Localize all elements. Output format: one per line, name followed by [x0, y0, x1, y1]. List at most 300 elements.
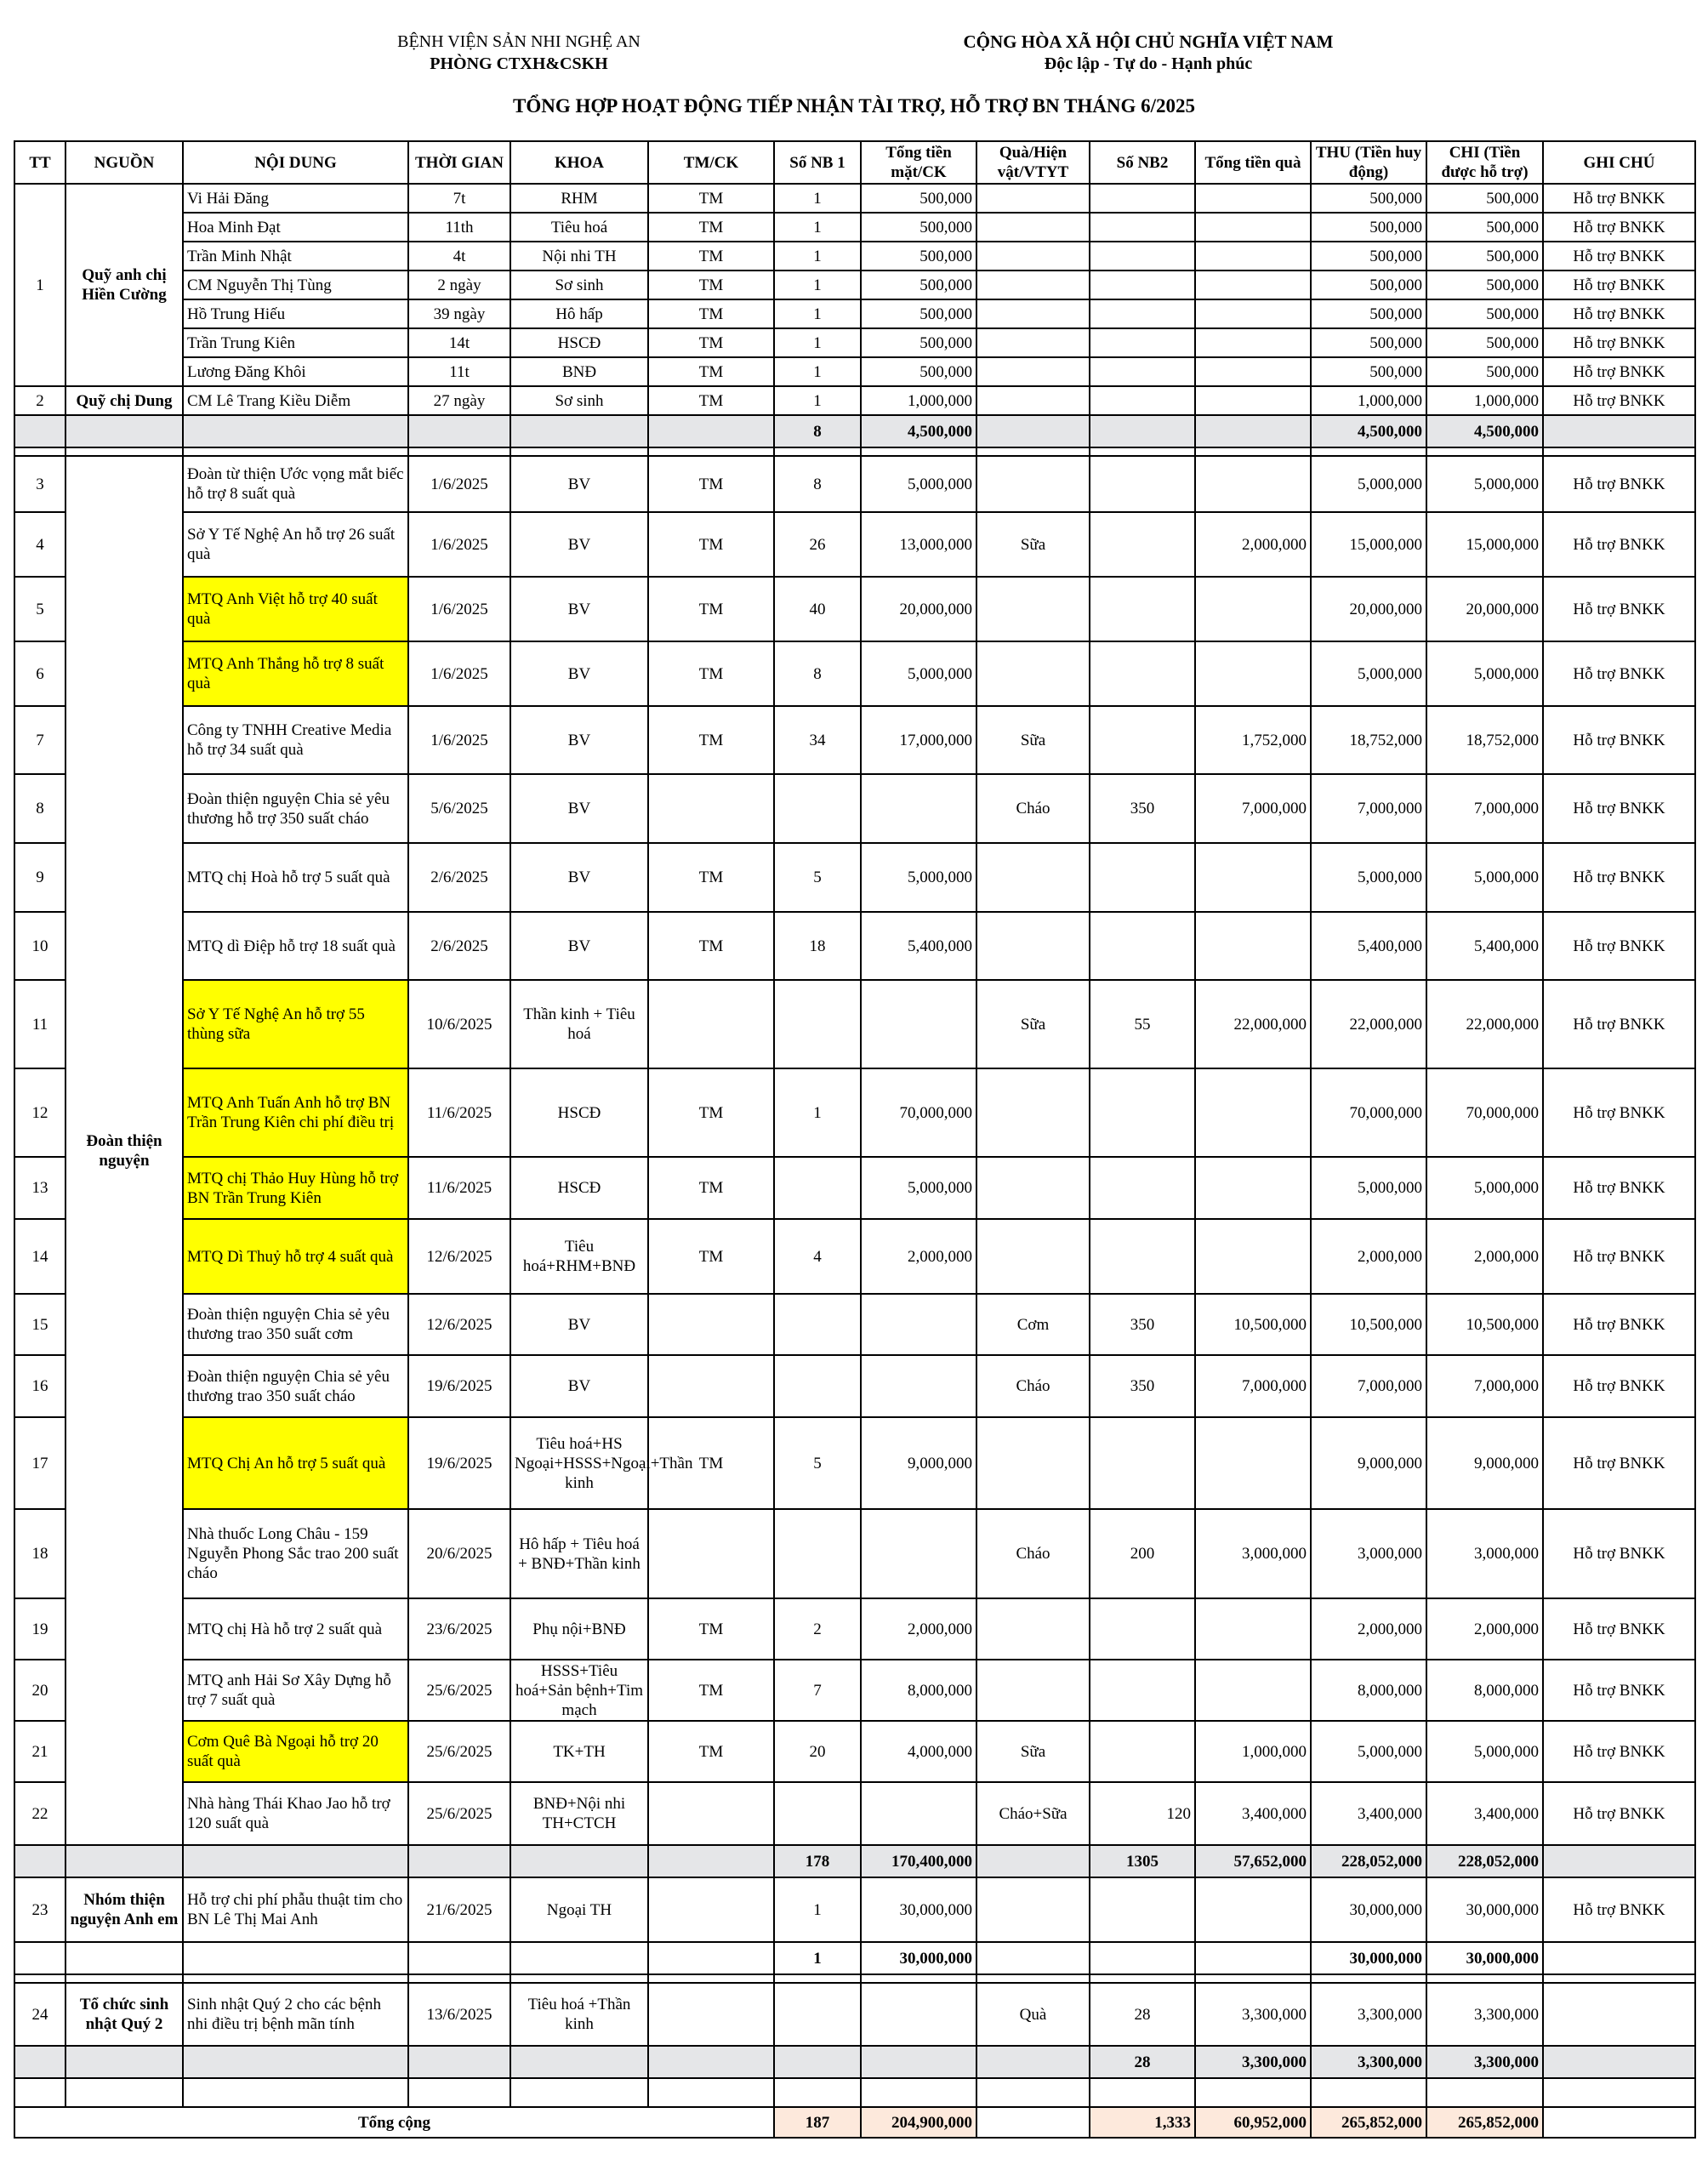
department-cell: HSCĐ [510, 328, 648, 357]
gift-value-cell: 7,000,000 [1195, 774, 1311, 843]
income-cell: 500,000 [1311, 357, 1426, 386]
department-cell: BNĐ [510, 357, 648, 386]
subtotal-expense: 30,000,000 [1426, 1942, 1543, 1974]
spacer-cell [183, 1974, 408, 1983]
patients2-cell [1090, 706, 1195, 774]
content-cell: Hỗ trợ chi phí phẫu thuật tim cho BN Lê Thị Mai Anh [183, 1877, 408, 1942]
content-cell: Nhà thuốc Long Châu - 159 Nguyễn Phong Sắc trao 200 suất cháo [183, 1509, 408, 1598]
subtotal-patients2: 28 [1090, 2046, 1195, 2078]
expense-cell: 500,000 [1426, 357, 1543, 386]
spacer-cell [510, 1974, 648, 1983]
expense-cell: 3,000,000 [1426, 1509, 1543, 1598]
income-cell: 20,000,000 [1311, 577, 1426, 641]
payment-type-cell [648, 1294, 774, 1355]
expense-cell: 3,300,000 [1426, 1983, 1543, 2046]
patients1-cell: 5 [774, 843, 861, 912]
payment-type-cell: TM [648, 213, 774, 242]
row-number: 4 [14, 512, 65, 577]
patients2-cell [1090, 1417, 1195, 1509]
patients2-cell [1090, 242, 1195, 271]
row-number: 22 [14, 1782, 65, 1845]
income-cell: 3,400,000 [1311, 1782, 1426, 1845]
patients1-cell: 4 [774, 1219, 861, 1294]
payment-type-cell: TM [648, 512, 774, 577]
subtotal-income: 4,500,000 [1311, 415, 1426, 447]
row-number: 21 [14, 1721, 65, 1782]
table-row [14, 271, 1695, 299]
gift-value-cell [1195, 843, 1311, 912]
spacer-cell [1311, 1974, 1426, 1983]
payment-type-cell [648, 1877, 774, 1942]
content-cell: MTQ Anh Việt hỗ trợ 40 suất quà [183, 577, 408, 641]
patients2-cell [1090, 386, 1195, 415]
gift-value-cell [1195, 299, 1311, 328]
row-number: 8 [14, 774, 65, 843]
cash-cell: 2,000,000 [861, 1598, 976, 1660]
column-header: Tổng tiền mặt/CK [861, 141, 976, 184]
subtotal-patients2 [1090, 415, 1195, 447]
column-header: TM/CK [648, 141, 774, 184]
patients1-cell [774, 980, 861, 1068]
subtotal-empty-cell [408, 415, 510, 447]
expense-cell: 500,000 [1426, 242, 1543, 271]
gift-value-cell [1195, 641, 1311, 706]
department-cell: Tiêu hoá +Thần kinh [510, 1983, 648, 2046]
patients2-cell: 55 [1090, 980, 1195, 1068]
department-cell: BV [510, 1355, 648, 1417]
content-cell: Trần Trung Kiên [183, 328, 408, 357]
table-row [14, 1660, 1695, 1721]
gift-value-cell: 3,300,000 [1195, 1983, 1311, 2046]
payment-type-cell: TM [648, 1219, 774, 1294]
note-cell: Hỗ trợ BNKK [1543, 1782, 1695, 1845]
subtotal-patients1: 8 [774, 415, 861, 447]
subtotal-patients1: 1 [774, 1942, 861, 1974]
subtotal-empty-cell [65, 415, 183, 447]
income-cell: 7,000,000 [1311, 774, 1426, 843]
table-row [14, 2078, 1695, 2107]
document-title: TỔNG HỢP HOẠT ĐỘNG TIẾP NHẬN TÀI TRỢ, HỖ TRỢ BN THÁNG 6/2025 [513, 95, 1195, 117]
source-cell: Quỹ chị Dung [65, 386, 183, 415]
content-cell: Sinh nhật Quý 2 cho các bệnh nhi điều trị bệnh mãn tính [183, 1983, 408, 2046]
row-number: 14 [14, 1219, 65, 1294]
time-cell: 12/6/2025 [408, 1294, 510, 1355]
note-cell: Hỗ trợ BNKK [1543, 577, 1695, 641]
column-header: Quà/Hiện vật/VTYT [976, 141, 1090, 184]
subtotal-cash: 4,500,000 [861, 415, 976, 447]
time-cell: 11/6/2025 [408, 1157, 510, 1219]
expense-cell: 7,000,000 [1426, 1355, 1543, 1417]
expense-cell: 70,000,000 [1426, 1068, 1543, 1157]
time-cell: 14t [408, 328, 510, 357]
department-cell: HSSS+Tiêu hoá+Sản bệnh+Tim mạch [510, 1660, 648, 1721]
income-cell: 30,000,000 [1311, 1877, 1426, 1942]
income-cell: 22,000,000 [1311, 980, 1426, 1068]
gift-value-cell [1195, 1598, 1311, 1660]
table-row [14, 1974, 1695, 1983]
payment-type-cell: TM [648, 577, 774, 641]
content-cell: Đoàn thiện nguyện Chia sẻ yêu thương trao 350 suất cơm [183, 1294, 408, 1355]
column-header: NỘI DUNG [183, 141, 408, 184]
content-cell: MTQ Dì Thuỷ hỗ trợ 4 suất quà [183, 1219, 408, 1294]
subtotal-empty-cell [14, 1845, 65, 1877]
gift-value-cell: 3,000,000 [1195, 1509, 1311, 1598]
patients1-cell [774, 774, 861, 843]
content-cell: Nhà hàng Thái Khao Jao hỗ trợ 120 suất quà [183, 1782, 408, 1845]
expense-cell: 2,000,000 [1426, 1598, 1543, 1660]
column-header: THỜI GIAN [408, 141, 510, 184]
content-cell: MTQ chị Hoà hỗ trợ 5 suất quà [183, 843, 408, 912]
spacer-cell [861, 447, 976, 456]
cash-cell: 500,000 [861, 357, 976, 386]
subtotal-patients1: 178 [774, 1845, 861, 1877]
subtotal-empty-cell [510, 1942, 648, 1974]
patients2-cell: 120 [1090, 1782, 1195, 1845]
payment-type-cell: TM [648, 1417, 774, 1509]
time-cell: 4t [408, 242, 510, 271]
patients2-cell [1090, 912, 1195, 980]
patients1-cell: 1 [774, 299, 861, 328]
row-number: 16 [14, 1355, 65, 1417]
spacer-cell [408, 447, 510, 456]
table-row [14, 1294, 1695, 1355]
spacer-cell [183, 2078, 408, 2107]
department-cell: BV [510, 1294, 648, 1355]
content-cell: CM Nguyễn Thị Tùng [183, 271, 408, 299]
spacer-cell [1426, 2078, 1543, 2107]
subtotal-empty-cell [183, 1942, 408, 1974]
department-cell: Hô hấp [510, 299, 648, 328]
spacer-cell [1195, 1974, 1311, 1983]
column-header: GHI CHÚ [1543, 141, 1695, 184]
patients2-cell [1090, 1721, 1195, 1782]
gift-cell [976, 1660, 1090, 1721]
payment-type-cell: TM [648, 357, 774, 386]
table-row [14, 912, 1695, 980]
subtotal-empty-cell [510, 1845, 648, 1877]
subtotal-cash: 170,400,000 [861, 1845, 976, 1877]
grand-total-income: 265,852,000 [1311, 2107, 1426, 2138]
spacer-cell [183, 447, 408, 456]
note-cell: Hỗ trợ BNKK [1543, 242, 1695, 271]
time-cell: 11t [408, 357, 510, 386]
gift-cell: Cháo [976, 1355, 1090, 1417]
department-cell: BV [510, 512, 648, 577]
cash-cell: 13,000,000 [861, 512, 976, 577]
patients2-cell [1090, 1660, 1195, 1721]
note-cell: Hỗ trợ BNKK [1543, 912, 1695, 980]
cash-cell: 30,000,000 [861, 1877, 976, 1942]
income-cell: 10,500,000 [1311, 1294, 1426, 1355]
column-header: NGUỒN [65, 141, 183, 184]
subtotal-empty-cell [648, 1845, 774, 1877]
spacer-cell [65, 447, 183, 456]
subtotal-income: 30,000,000 [1311, 1942, 1426, 1974]
spacer-cell [861, 2078, 976, 2107]
subtotal-empty-cell [183, 415, 408, 447]
subtotal-empty-cell [648, 2046, 774, 2078]
department-cell: HSCĐ [510, 1157, 648, 1219]
gift-value-cell [1195, 456, 1311, 512]
patients1-cell: 1 [774, 1877, 861, 1942]
patients2-cell [1090, 357, 1195, 386]
content-cell: MTQ Anh Tuấn Anh hỗ trợ BN Trần Trung Kiên chi phí điều trị [183, 1068, 408, 1157]
org-name: BỆNH VIỆN SẢN NHI NGHỆ AN [397, 32, 640, 51]
gift-value-cell [1195, 184, 1311, 213]
cash-cell: 17,000,000 [861, 706, 976, 774]
payment-type-cell [648, 1983, 774, 2046]
spacer-cell [65, 1974, 183, 1983]
cash-cell: 5,000,000 [861, 641, 976, 706]
income-cell: 8,000,000 [1311, 1660, 1426, 1721]
expense-cell: 3,400,000 [1426, 1782, 1543, 1845]
time-cell: 19/6/2025 [408, 1417, 510, 1509]
department-cell: Sơ sinh [510, 386, 648, 415]
time-cell: 5/6/2025 [408, 774, 510, 843]
patients1-cell: 20 [774, 1721, 861, 1782]
department-cell: RHM [510, 184, 648, 213]
subtotal-income: 228,052,000 [1311, 1845, 1426, 1877]
gift-cell [976, 1417, 1090, 1509]
content-cell: Trần Minh Nhật [183, 242, 408, 271]
source-cell: Tổ chức sinh nhật Quý 2 [65, 1983, 183, 2046]
gift-value-cell: 10,500,000 [1195, 1294, 1311, 1355]
gift-cell [976, 271, 1090, 299]
note-cell: Hỗ trợ BNKK [1543, 1219, 1695, 1294]
subtotal-expense: 3,300,000 [1426, 2046, 1543, 2078]
expense-cell: 500,000 [1426, 184, 1543, 213]
expense-cell: 7,000,000 [1426, 774, 1543, 843]
table-row [14, 1877, 1695, 1942]
income-cell: 500,000 [1311, 242, 1426, 271]
spacer-cell [976, 2078, 1090, 2107]
table-row [14, 242, 1695, 271]
subtotal-empty-cell [408, 1845, 510, 1877]
subtotal-gift-value: 3,300,000 [1195, 2046, 1311, 2078]
subtotal-gift-value: 57,652,000 [1195, 1845, 1311, 1877]
subtotal-empty-cell [65, 1845, 183, 1877]
row-number: 12 [14, 1068, 65, 1157]
payment-type-cell: TM [648, 242, 774, 271]
content-cell: Sở Y Tế Nghệ An hỗ trợ 26 suất quà [183, 512, 408, 577]
gift-cell: Sữa [976, 980, 1090, 1068]
time-cell: 19/6/2025 [408, 1355, 510, 1417]
expense-cell: 5,000,000 [1426, 1157, 1543, 1219]
patients1-cell: 1 [774, 242, 861, 271]
spacer-cell [65, 2078, 183, 2107]
subtotal-cash: 30,000,000 [861, 1942, 976, 1974]
time-cell: 2/6/2025 [408, 843, 510, 912]
subtotal-expense: 228,052,000 [1426, 1845, 1543, 1877]
subtotal-empty-cell [1543, 1942, 1695, 1974]
cash-cell [861, 1983, 976, 2046]
gift-cell [976, 299, 1090, 328]
cash-cell: 5,000,000 [861, 1157, 976, 1219]
patients1-cell: 1 [774, 328, 861, 357]
department-cell: Hô hấp + Tiêu hoá + BNĐ+Thần kinh [510, 1509, 648, 1598]
row-number: 13 [14, 1157, 65, 1219]
payment-type-cell [648, 980, 774, 1068]
subtotal-empty-cell [14, 1942, 65, 1974]
patients1-cell [774, 1509, 861, 1598]
spacer-cell [861, 1974, 976, 1983]
department-cell: Nội nhi TH [510, 242, 648, 271]
content-cell: MTQ Anh Thắng hỗ trợ 8 suất quà [183, 641, 408, 706]
patients1-cell [774, 1294, 861, 1355]
patients2-cell [1090, 1157, 1195, 1219]
expense-cell: 5,000,000 [1426, 456, 1543, 512]
table-row [14, 1598, 1695, 1660]
subtotal-empty-cell [976, 415, 1090, 447]
department-cell: BNĐ+Nội nhi TH+CTCH [510, 1782, 648, 1845]
cash-cell: 4,000,000 [861, 1721, 976, 1782]
row-number: 10 [14, 912, 65, 980]
gift-value-cell [1195, 328, 1311, 357]
source-cell: Quỹ anh chị Hiền Cường [65, 184, 183, 386]
note-cell [1543, 1983, 1695, 2046]
patients1-cell: 1 [774, 357, 861, 386]
patients2-cell [1090, 328, 1195, 357]
note-cell: Hỗ trợ BNKK [1543, 386, 1695, 415]
subtotal-cash [861, 2046, 976, 2078]
grand-total-gift-value: 60,952,000 [1195, 2107, 1311, 2138]
expense-cell: 15,000,000 [1426, 512, 1543, 577]
cash-cell: 5,000,000 [861, 456, 976, 512]
time-cell: 11th [408, 213, 510, 242]
time-cell: 1/6/2025 [408, 706, 510, 774]
table-row [14, 1983, 1695, 2046]
payment-type-cell: TM [648, 1721, 774, 1782]
department-cell: BV [510, 774, 648, 843]
table-row [14, 456, 1695, 512]
department-cell: Phụ nội+BNĐ [510, 1598, 648, 1660]
patients2-cell: 350 [1090, 1294, 1195, 1355]
time-cell: 1/6/2025 [408, 641, 510, 706]
cash-cell: 500,000 [861, 328, 976, 357]
organization-block [315, 31, 723, 75]
subtotal-empty-cell [183, 2046, 408, 2078]
department-cell: BV [510, 641, 648, 706]
time-cell: 2/6/2025 [408, 912, 510, 980]
gift-cell: Cháo [976, 774, 1090, 843]
row-number: 24 [14, 1983, 65, 2046]
time-cell: 1/6/2025 [408, 456, 510, 512]
grand-total-label: Tổng cộng [14, 2107, 774, 2138]
income-cell: 70,000,000 [1311, 1068, 1426, 1157]
content-cell: Cơm Quê Bà Ngoại hỗ trợ 20 suất quà [183, 1721, 408, 1782]
table-row [14, 641, 1695, 706]
column-header: Số NB2 [1090, 141, 1195, 184]
gift-cell [976, 1598, 1090, 1660]
spacer-cell [976, 1974, 1090, 1983]
spacer-cell [1426, 447, 1543, 456]
cash-cell: 5,000,000 [861, 843, 976, 912]
grand-total-expense: 265,852,000 [1426, 2107, 1543, 2138]
patients2-cell [1090, 213, 1195, 242]
table-row [14, 1782, 1695, 1845]
cash-cell: 1,000,000 [861, 386, 976, 415]
content-cell: MTQ Chị An hỗ trợ 5 suất quà [183, 1417, 408, 1509]
cash-cell [861, 1294, 976, 1355]
cash-cell [861, 1355, 976, 1417]
gift-value-cell [1195, 1417, 1311, 1509]
expense-cell: 5,000,000 [1426, 641, 1543, 706]
expense-cell: 18,752,000 [1426, 706, 1543, 774]
patients1-cell: 26 [774, 512, 861, 577]
note-cell: Hỗ trợ BNKK [1543, 774, 1695, 843]
patients2-cell [1090, 271, 1195, 299]
income-cell: 500,000 [1311, 328, 1426, 357]
gift-cell: Cháo+Sữa [976, 1782, 1090, 1845]
expense-cell: 500,000 [1426, 213, 1543, 242]
gift-value-cell [1195, 386, 1311, 415]
cash-cell: 500,000 [861, 271, 976, 299]
content-cell: Hồ Trung Hiếu [183, 299, 408, 328]
patients1-cell: 2 [774, 1598, 861, 1660]
note-cell: Hỗ trợ BNKK [1543, 1721, 1695, 1782]
content-cell: MTQ anh Hải Sơ Xây Dựng hỗ trợ 7 suất quà [183, 1660, 408, 1721]
expense-cell: 500,000 [1426, 328, 1543, 357]
department-cell: TK+TH [510, 1721, 648, 1782]
note-cell: Hỗ trợ BNKK [1543, 184, 1695, 213]
spacer-cell [1090, 2078, 1195, 2107]
income-cell: 18,752,000 [1311, 706, 1426, 774]
content-cell: CM Lê Trang Kiều Diễm [183, 386, 408, 415]
patients2-cell [1090, 512, 1195, 577]
income-cell: 5,000,000 [1311, 1721, 1426, 1782]
income-cell: 500,000 [1311, 271, 1426, 299]
patients2-cell [1090, 1877, 1195, 1942]
spacer-cell [1543, 1974, 1695, 1983]
payment-type-cell: TM [648, 456, 774, 512]
support-summary-table [14, 140, 1696, 2139]
gift-value-cell [1195, 271, 1311, 299]
note-cell: Hỗ trợ BNKK [1543, 706, 1695, 774]
payment-type-cell: TM [648, 641, 774, 706]
expense-cell: 5,000,000 [1426, 843, 1543, 912]
nation-name: CỘNG HÒA XÃ HỘI CHỦ NGHĨA VIỆT NAM [963, 31, 1334, 52]
income-cell: 5,000,000 [1311, 456, 1426, 512]
subtotal-patients2: 1305 [1090, 1845, 1195, 1877]
cash-cell: 20,000,000 [861, 577, 976, 641]
department-cell: BV [510, 456, 648, 512]
subtotal-empty-cell [648, 1942, 774, 1974]
spacer-cell [648, 2078, 774, 2107]
payment-type-cell: TM [648, 299, 774, 328]
column-header: Số NB 1 [774, 141, 861, 184]
national-motto-block [893, 31, 1403, 75]
row-number: 11 [14, 980, 65, 1068]
patients2-cell: 350 [1090, 1355, 1195, 1417]
expense-cell: 500,000 [1426, 299, 1543, 328]
income-cell: 5,000,000 [1311, 1157, 1426, 1219]
table-row [14, 1942, 1695, 1974]
patients2-cell: 350 [1090, 774, 1195, 843]
income-cell: 9,000,000 [1311, 1417, 1426, 1509]
time-cell: 13/6/2025 [408, 1983, 510, 2046]
content-cell: MTQ dì Điệp hỗ trợ 18 suất quà [183, 912, 408, 980]
subtotal-empty-cell [1543, 2046, 1695, 2078]
gift-cell [976, 1877, 1090, 1942]
content-cell: Công ty TNHH Creative Media hỗ trợ 34 suất quà [183, 706, 408, 774]
subtotal-gift-value [1195, 1942, 1311, 1974]
gift-cell: Cơm [976, 1294, 1090, 1355]
time-cell: 21/6/2025 [408, 1877, 510, 1942]
income-cell: 5,000,000 [1311, 843, 1426, 912]
gift-cell [976, 357, 1090, 386]
gift-value-cell [1195, 577, 1311, 641]
note-cell: Hỗ trợ BNKK [1543, 1068, 1695, 1157]
